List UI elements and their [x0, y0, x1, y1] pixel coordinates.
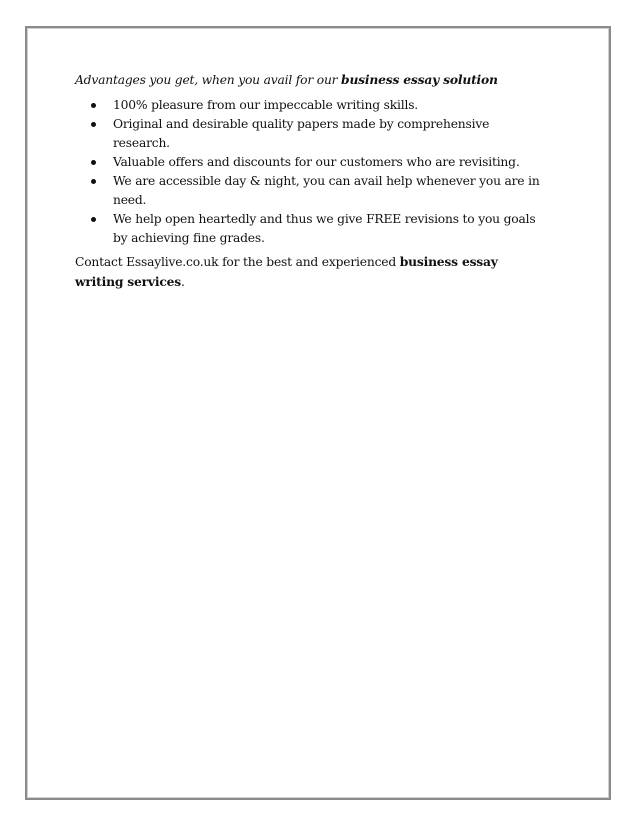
bullet-icon [91, 160, 96, 165]
contact-end: . [180, 275, 185, 289]
bullet-icon [91, 179, 96, 184]
document-body [75, 70, 545, 292]
list-item [75, 172, 545, 210]
contact-text: Contact Essaylive.co.uk for the best and experienced [75, 255, 400, 269]
list-item-text: 100% pleasure from our impeccable writing skills. [113, 98, 419, 112]
list-item-text: We are accessible day & night, you can avail help whenever you are in need. [113, 174, 540, 207]
contact-bold-phrase: business essay writing services [75, 254, 498, 289]
bullet-icon [91, 122, 96, 127]
list-item [75, 115, 545, 153]
contact-paragraph [75, 252, 545, 292]
list-item-text: Original and desirable quality papers made by comprehensive research. [113, 117, 490, 150]
list-item [75, 153, 545, 172]
bullet-icon [91, 103, 96, 108]
intro-text: Advantages you get, when you avail for our [75, 73, 342, 87]
list-item-text: Valuable offers and discounts for our customers who are revisiting. [113, 155, 520, 169]
bullet-icon [91, 217, 96, 222]
list-item-text: We help open heartedly and thus we give FREE revisions to you goals by achieving fine grades. [113, 212, 536, 245]
intro-paragraph [75, 70, 545, 90]
list-item [75, 96, 545, 115]
advantages-list [75, 96, 545, 248]
intro-bold-phrase: business essay solution [341, 72, 498, 87]
list-item [75, 210, 545, 248]
